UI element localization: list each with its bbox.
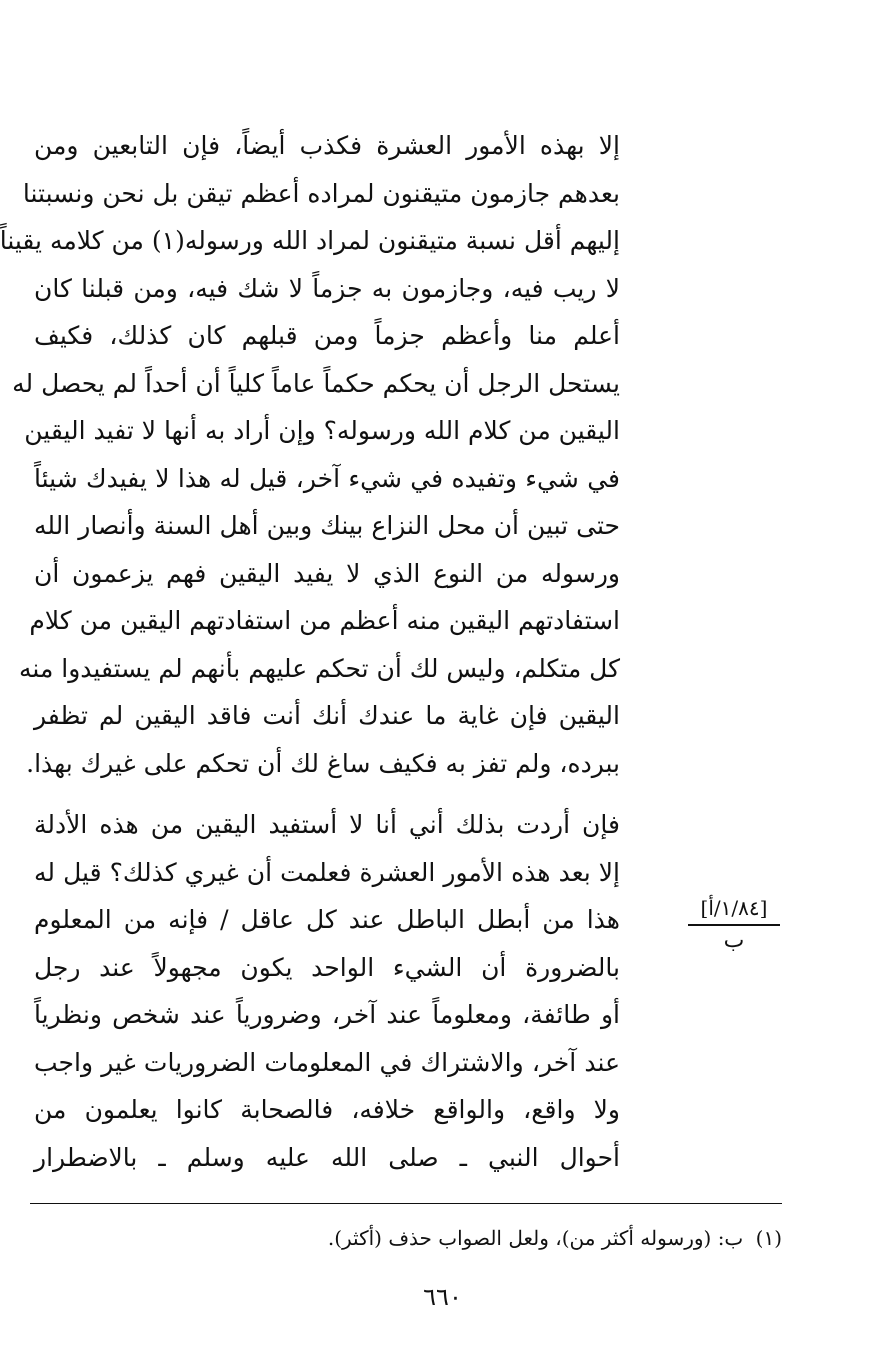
- main-text: [0, 122, 620, 1181]
- text-line: كل متكلم، وليس لك أن تحكم عليهم بأنهم لم يستفيدوا منه: [19, 653, 620, 683]
- text-line: بعدهم جازمون متيقنون لمراده أعظم تيقن بل نحن ونسبتنا: [22, 178, 620, 208]
- text-line: ولا واقع، والواقع خلافه، فالصحابة كانوا يعلمون من: [34, 1095, 620, 1124]
- text-line: عند آخر، والاشتراك في المعلومات الضروريات غير واجب: [34, 1047, 620, 1077]
- paragraph-1: [0, 122, 620, 787]
- text-line: فإن أردت بذلك أني أنا لا أستفيد اليقين من هذه الأدلة: [34, 810, 620, 839]
- folio-reference: [١/٨٤/أ]: [688, 896, 780, 926]
- text-line: إليهم أقل نسبة متيقنون لمراد الله ورسوله(١) من كلامه يقيناً: [0, 226, 620, 255]
- paragraph-2: [34, 801, 620, 1181]
- text-line: حتى تبين أن محل النزاع بينك وبين أهل السنة وأنصار الله: [34, 511, 620, 540]
- footnote-divider: [30, 1203, 782, 1204]
- manuscript-siglum: ب: [723, 928, 745, 953]
- text-line: في شيء وتفيده في شيء آخر، قيل له هذا لا يفيدك شيئاً: [34, 463, 620, 493]
- text-line: أو طائفة، ومعلوماً عند آخر، وضرورياً عند شخص ونظرياً: [34, 1000, 620, 1029]
- text-line: اليقين من كلام الله ورسوله؟ وإن أراد به أنها لا تفيد اليقين: [24, 416, 620, 445]
- text-line: ورسوله من النوع الذي لا يفيد اليقين فهم يزعمون أن: [34, 558, 620, 588]
- footnote-text: ب: (ورسوله أكثر من)، ولعل الصواب حذف (أكثر).: [327, 1226, 744, 1250]
- text-line: هذا من أبطل الباطل عند كل عاقل / فإنه من المعلوم: [34, 905, 620, 934]
- text-line: لا ريب فيه، وجازمون به جزماً لا شك فيه، ومن قبلنا كان: [34, 273, 620, 303]
- text-line: إلا بعد هذه الأمور العشرة فعلمت أن غيري كذلك؟ قيل له: [34, 857, 620, 887]
- footnote: [30, 1222, 782, 1254]
- page-number: ٦٦٠: [423, 1283, 462, 1311]
- manuscript-margin-note: [688, 896, 780, 953]
- text-line: إلا بهذه الأمور العشرة فكذب أيضاً، فإن التابعين ومن: [34, 131, 620, 160]
- text-line: اليقين فإن غاية ما عندك أنك أنت فاقد اليقين لم تظفر: [34, 701, 620, 730]
- text-line: أحوال النبي ـ صلى الله عليه وسلم ـ بالاضطرار: [34, 1142, 620, 1172]
- text-line: بالضرورة أن الشيء الواحد يكون مجهولاً عند رجل: [34, 952, 620, 982]
- text-line: ببرده، ولم تفز به فكيف ساغ لك أن تحكم على غيرك بهذا.: [26, 748, 620, 778]
- text-line: استفادتهم اليقين منه أعظم من استفادتهم اليقين من كلام: [29, 606, 620, 635]
- text-line: أعلم منا وأعظم جزماً ومن قبلهم كان كذلك، فكيف: [34, 321, 620, 350]
- footnote-number: (١): [755, 1226, 782, 1250]
- text-line: يستحل الرجل أن يحكم حكماً عاماً كلياً أن أحداً لم يحصل له: [12, 368, 620, 398]
